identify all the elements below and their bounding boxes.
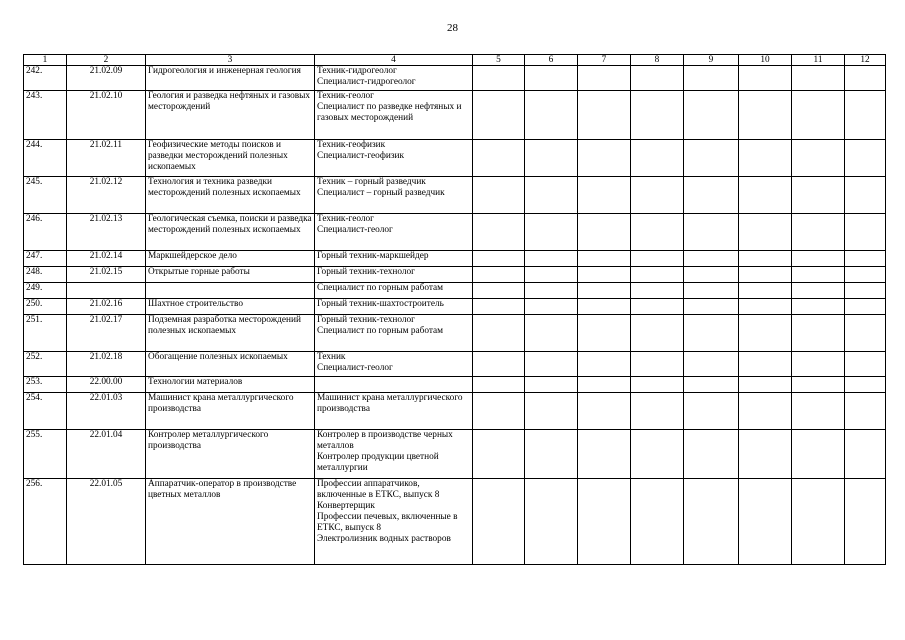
specialty-code-cell: 21.02.14 xyxy=(67,251,146,267)
specialty-name-cell: Открытые горные работы xyxy=(146,267,315,283)
empty-cell-col-8 xyxy=(631,214,684,251)
empty-cell-col-8 xyxy=(631,377,684,393)
specialty-code-cell: 21.02.15 xyxy=(67,267,146,283)
table-row xyxy=(24,177,886,214)
empty-cell-col-5 xyxy=(473,177,525,214)
empty-cell-col-6 xyxy=(525,91,578,140)
empty-cell-col-11 xyxy=(792,479,845,565)
empty-cell-col-6 xyxy=(525,214,578,251)
table-row xyxy=(24,299,886,315)
empty-cell-col-5 xyxy=(473,430,525,479)
empty-cell-col-7 xyxy=(578,315,631,352)
empty-cell-col-12 xyxy=(845,283,886,299)
header-cell: 12 xyxy=(845,55,886,66)
empty-cell-col-9 xyxy=(684,299,739,315)
header-cell: 9 xyxy=(684,55,739,66)
empty-cell-col-6 xyxy=(525,430,578,479)
qualification-line: Профессии печевых, включенные в ЕТКС, выпуск 8 xyxy=(317,512,458,533)
empty-cell-col-12 xyxy=(845,177,886,214)
empty-cell-col-9 xyxy=(684,91,739,140)
header-cell: 6 xyxy=(525,55,578,66)
specialty-code-cell: 21.02.12 xyxy=(67,177,146,214)
qualification-cell xyxy=(315,299,473,315)
qualification-line: Профессии аппаратчиков, включенные в ЕТКС, выпуск 8 xyxy=(317,479,440,500)
empty-cell-col-10 xyxy=(739,393,792,430)
specialty-name-cell: Контролер металлургического производства xyxy=(146,430,315,479)
qualification-cell xyxy=(315,177,473,214)
table-row xyxy=(24,251,886,267)
empty-cell-col-6 xyxy=(525,267,578,283)
empty-cell-col-7 xyxy=(578,479,631,565)
empty-cell-col-7 xyxy=(578,177,631,214)
table-row xyxy=(24,479,886,565)
specialty-name-cell: Геологическая съемка, поиски и разведка месторождений полезных ископаемых xyxy=(146,214,315,251)
row-number-cell: 251. xyxy=(24,315,67,352)
qualification-line: Специалист по горным работам xyxy=(317,326,444,336)
empty-cell-col-9 xyxy=(684,393,739,430)
qualification-line: Конвертерщик xyxy=(317,501,375,511)
row-number-cell: 248. xyxy=(24,267,67,283)
empty-cell-col-11 xyxy=(792,267,845,283)
specialty-name-cell: Обогащение полезных ископаемых xyxy=(146,352,315,377)
empty-cell-col-10 xyxy=(739,377,792,393)
specialty-code-cell xyxy=(67,283,146,299)
qualification-cell xyxy=(315,430,473,479)
table-row xyxy=(24,267,886,283)
empty-cell-col-7 xyxy=(578,66,631,91)
row-number-cell: 255. xyxy=(24,430,67,479)
qualification-cell xyxy=(315,283,473,299)
empty-cell-col-5 xyxy=(473,315,525,352)
empty-cell-col-8 xyxy=(631,479,684,565)
empty-cell-col-7 xyxy=(578,214,631,251)
qualification-line: Техник-геолог xyxy=(317,214,374,224)
empty-cell-col-9 xyxy=(684,251,739,267)
qualification-line: Горный техник-технолог xyxy=(317,267,415,277)
empty-cell-col-8 xyxy=(631,283,684,299)
empty-cell-col-12 xyxy=(845,91,886,140)
empty-cell-col-10 xyxy=(739,299,792,315)
specialty-name-cell: Геофизические методы поисков и разведки месторождений полезных ископаемых xyxy=(146,140,315,177)
empty-cell-col-8 xyxy=(631,352,684,377)
qualification-cell xyxy=(315,393,473,430)
specialty-name-cell: Аппаратчик-оператор в производстве цветных металлов xyxy=(146,479,315,565)
empty-cell-col-11 xyxy=(792,377,845,393)
empty-cell-col-5 xyxy=(473,214,525,251)
empty-cell-col-7 xyxy=(578,377,631,393)
empty-cell-col-7 xyxy=(578,91,631,140)
empty-cell-col-8 xyxy=(631,430,684,479)
qualification-line: Техник-гидрогеолог xyxy=(317,66,397,76)
empty-cell-col-11 xyxy=(792,177,845,214)
qualification-cell xyxy=(315,267,473,283)
specialty-name-cell: Машинист крана металлургического производства xyxy=(146,393,315,430)
empty-cell-col-7 xyxy=(578,251,631,267)
empty-cell-col-10 xyxy=(739,66,792,91)
empty-cell-col-11 xyxy=(792,66,845,91)
row-number-cell: 245. xyxy=(24,177,67,214)
empty-cell-col-11 xyxy=(792,315,845,352)
qualification-line: Специалист-гидрогеолог xyxy=(317,77,416,87)
specialty-name-cell: Геология и разведка нефтяных и газовых месторождений xyxy=(146,91,315,140)
empty-cell-col-9 xyxy=(684,140,739,177)
empty-cell-col-7 xyxy=(578,283,631,299)
empty-cell-col-7 xyxy=(578,140,631,177)
empty-cell-col-9 xyxy=(684,430,739,479)
specialty-name-cell: Маркшейдерское дело xyxy=(146,251,315,267)
empty-cell-col-10 xyxy=(739,352,792,377)
empty-cell-col-10 xyxy=(739,91,792,140)
empty-cell-col-10 xyxy=(739,315,792,352)
row-number-cell: 247. xyxy=(24,251,67,267)
specialty-name-cell: Технология и техника разведки месторождений полезных ископаемых xyxy=(146,177,315,214)
table-row xyxy=(24,91,886,140)
empty-cell-col-5 xyxy=(473,393,525,430)
empty-cell-col-12 xyxy=(845,140,886,177)
empty-cell-col-6 xyxy=(525,140,578,177)
specialty-code-cell: 21.02.17 xyxy=(67,315,146,352)
table-row xyxy=(24,283,886,299)
empty-cell-col-6 xyxy=(525,283,578,299)
row-number-cell: 256. xyxy=(24,479,67,565)
table-row xyxy=(24,377,886,393)
qualification-cell xyxy=(315,91,473,140)
header-cell: 5 xyxy=(473,55,525,66)
qualification-cell xyxy=(315,377,473,393)
empty-cell-col-6 xyxy=(525,66,578,91)
header-cell: 11 xyxy=(792,55,845,66)
empty-cell-col-8 xyxy=(631,267,684,283)
empty-cell-col-6 xyxy=(525,352,578,377)
qualification-cell xyxy=(315,214,473,251)
empty-cell-col-9 xyxy=(684,177,739,214)
header-cell: 10 xyxy=(739,55,792,66)
empty-cell-col-5 xyxy=(473,479,525,565)
empty-cell-col-11 xyxy=(792,352,845,377)
empty-cell-col-11 xyxy=(792,283,845,299)
empty-cell-col-12 xyxy=(845,479,886,565)
empty-cell-col-6 xyxy=(525,479,578,565)
empty-cell-col-10 xyxy=(739,267,792,283)
empty-cell-col-12 xyxy=(845,430,886,479)
empty-cell-col-11 xyxy=(792,430,845,479)
specialty-code-cell: 22.01.03 xyxy=(67,393,146,430)
qualification-line: Горный техник-маркшейдер xyxy=(317,251,429,261)
empty-cell-col-12 xyxy=(845,377,886,393)
table-row xyxy=(24,430,886,479)
empty-cell-col-9 xyxy=(684,66,739,91)
empty-cell-col-10 xyxy=(739,283,792,299)
empty-cell-col-12 xyxy=(845,66,886,91)
header-cell: 3 xyxy=(146,55,315,66)
empty-cell-col-5 xyxy=(473,299,525,315)
empty-cell-col-5 xyxy=(473,91,525,140)
empty-cell-col-10 xyxy=(739,251,792,267)
specialty-name-cell: Подземная разработка месторождений полезных ископаемых xyxy=(146,315,315,352)
table-row xyxy=(24,214,886,251)
header-cell: 1 xyxy=(24,55,67,66)
empty-cell-col-6 xyxy=(525,299,578,315)
qualification-line: Специалист по горным работам xyxy=(317,283,444,293)
header-cell: 2 xyxy=(67,55,146,66)
qualification-cell xyxy=(315,479,473,565)
table-row xyxy=(24,315,886,352)
empty-cell-col-11 xyxy=(792,91,845,140)
row-number-cell: 254. xyxy=(24,393,67,430)
header-cell: 8 xyxy=(631,55,684,66)
specialty-code-cell: 22.01.05 xyxy=(67,479,146,565)
qualification-line: Горный техник-шахтостроитель xyxy=(317,299,444,309)
specialty-code-cell: 21.02.13 xyxy=(67,214,146,251)
empty-cell-col-11 xyxy=(792,140,845,177)
qualification-line: Техник-геофизик xyxy=(317,140,386,150)
empty-cell-col-12 xyxy=(845,352,886,377)
table-row xyxy=(24,140,886,177)
specialty-name-cell xyxy=(146,283,315,299)
specialty-name-cell: Технологии материалов xyxy=(146,377,315,393)
empty-cell-col-12 xyxy=(845,299,886,315)
qualification-line: Техник – горный разведчик xyxy=(317,177,426,187)
qualification-line: Специалист-геолог xyxy=(317,363,393,373)
specialty-name-cell: Гидрогеология и инженерная геология xyxy=(146,66,315,91)
empty-cell-col-5 xyxy=(473,66,525,91)
row-number-cell: 244. xyxy=(24,140,67,177)
empty-cell-col-9 xyxy=(684,214,739,251)
qualification-line: Контролер в производстве черных металлов xyxy=(317,430,453,451)
empty-cell-col-8 xyxy=(631,177,684,214)
qualification-cell xyxy=(315,140,473,177)
specialty-code-cell: 21.02.09 xyxy=(67,66,146,91)
qualification-line: Горный техник-технолог xyxy=(317,315,415,325)
specialty-code-cell: 21.02.18 xyxy=(67,352,146,377)
specialty-name-cell: Шахтное строительство xyxy=(146,299,315,315)
qualification-cell xyxy=(315,352,473,377)
row-number-cell: 249. xyxy=(24,283,67,299)
table-row xyxy=(24,66,886,91)
empty-cell-col-11 xyxy=(792,251,845,267)
empty-cell-col-9 xyxy=(684,283,739,299)
specialty-code-cell: 21.02.11 xyxy=(67,140,146,177)
qualification-cell xyxy=(315,251,473,267)
qualification-cell xyxy=(315,315,473,352)
qualification-line: Техник xyxy=(317,352,346,362)
empty-cell-col-8 xyxy=(631,66,684,91)
qualification-line: Специалист по разведке нефтяных и газовых месторождений xyxy=(317,102,462,123)
empty-cell-col-5 xyxy=(473,267,525,283)
empty-cell-col-11 xyxy=(792,214,845,251)
empty-cell-col-10 xyxy=(739,430,792,479)
qualification-cell xyxy=(315,66,473,91)
row-number-cell: 253. xyxy=(24,377,67,393)
header-cell: 7 xyxy=(578,55,631,66)
empty-cell-col-9 xyxy=(684,315,739,352)
empty-cell-col-12 xyxy=(845,315,886,352)
row-number-cell: 250. xyxy=(24,299,67,315)
empty-cell-col-10 xyxy=(739,479,792,565)
empty-cell-col-8 xyxy=(631,140,684,177)
page-number: 28 xyxy=(447,22,458,34)
empty-cell-col-6 xyxy=(525,393,578,430)
empty-cell-col-7 xyxy=(578,267,631,283)
empty-cell-col-12 xyxy=(845,393,886,430)
empty-cell-col-9 xyxy=(684,377,739,393)
specialty-code-cell: 21.02.16 xyxy=(67,299,146,315)
empty-cell-col-12 xyxy=(845,214,886,251)
empty-cell-col-9 xyxy=(684,352,739,377)
specialty-code-cell: 21.02.10 xyxy=(67,91,146,140)
header-cell: 4 xyxy=(315,55,473,66)
row-number-cell: 242. xyxy=(24,66,67,91)
empty-cell-col-5 xyxy=(473,251,525,267)
empty-cell-col-7 xyxy=(578,393,631,430)
empty-cell-col-12 xyxy=(845,267,886,283)
qualification-line: Специалист – горный разведчик xyxy=(317,188,445,198)
qualification-line: Специалист-геолог xyxy=(317,225,393,235)
empty-cell-col-9 xyxy=(684,267,739,283)
qualification-line: Контролер продукции цветной металлургии xyxy=(317,452,439,473)
row-number-cell: 243. xyxy=(24,91,67,140)
qualification-line: Техник-геолог xyxy=(317,91,374,101)
header-row xyxy=(24,55,886,66)
row-number-cell: 252. xyxy=(24,352,67,377)
empty-cell-col-8 xyxy=(631,315,684,352)
empty-cell-col-8 xyxy=(631,251,684,267)
empty-cell-col-10 xyxy=(739,140,792,177)
empty-cell-col-5 xyxy=(473,352,525,377)
empty-cell-col-5 xyxy=(473,283,525,299)
empty-cell-col-6 xyxy=(525,251,578,267)
empty-cell-col-7 xyxy=(578,352,631,377)
empty-cell-col-11 xyxy=(792,299,845,315)
empty-cell-col-6 xyxy=(525,177,578,214)
specialty-code-cell: 22.00.00 xyxy=(67,377,146,393)
specialty-code-cell: 22.01.04 xyxy=(67,430,146,479)
empty-cell-col-5 xyxy=(473,377,525,393)
empty-cell-col-10 xyxy=(739,177,792,214)
row-number-cell: 246. xyxy=(24,214,67,251)
empty-cell-col-6 xyxy=(525,315,578,352)
empty-cell-col-11 xyxy=(792,393,845,430)
empty-cell-col-9 xyxy=(684,479,739,565)
specialty-table xyxy=(23,54,886,565)
qualification-line: Электролизник водных растворов xyxy=(317,534,451,544)
empty-cell-col-8 xyxy=(631,299,684,315)
table-row xyxy=(24,352,886,377)
empty-cell-col-6 xyxy=(525,377,578,393)
table-row xyxy=(24,393,886,430)
qualification-line: Специалист-геофизик xyxy=(317,151,404,161)
empty-cell-col-7 xyxy=(578,430,631,479)
empty-cell-col-12 xyxy=(845,251,886,267)
empty-cell-col-8 xyxy=(631,393,684,430)
empty-cell-col-7 xyxy=(578,299,631,315)
empty-cell-col-10 xyxy=(739,214,792,251)
empty-cell-col-5 xyxy=(473,140,525,177)
qualification-line: Машинист крана металлургического производства xyxy=(317,393,463,414)
empty-cell-col-8 xyxy=(631,91,684,140)
